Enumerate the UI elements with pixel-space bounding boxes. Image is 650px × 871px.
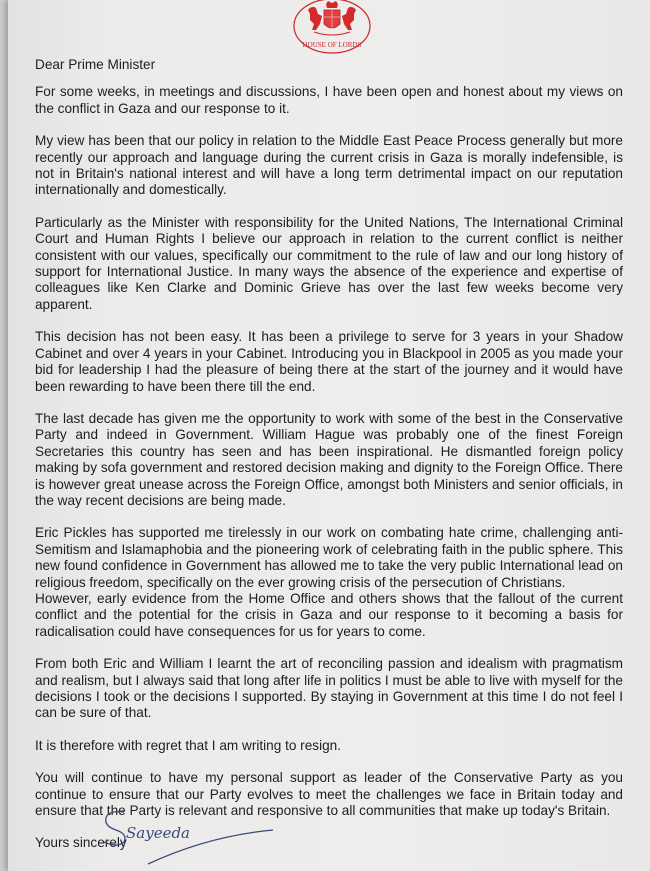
paragraph: From both Eric and William I learnt the art of reconciling passion and idealism with pragmatism and realism, but I always said that long after life in politics I must be able to live with myself for the decisions I took or the decisions I supported. By staying in Government at this time I do not feel I can be sure of that. (35, 656, 623, 721)
paragraph: Eric Pickles has supported me tirelessly in our work on combating hate crime, challenging anti-Semitism and Islamaphobia and the pioneering work of celebrating faith in the public sphere. This new found confidence in Government has allowed me to take the very public International lead on religious freedom, specifically on the ever growing crisis of the persecution of Christians. (35, 525, 623, 590)
paragraph: My view has been that our policy in relation to the Middle East Peace Process generally but more recently our approach and language during the current crisis in Gaza is morally indefensible, is not in Britain's national interest and will have a long term detrimental impact on our reputation internationally and domestically. (35, 133, 623, 198)
closing: Yours sincerely (35, 835, 127, 851)
paragraph: It is therefore with regret that I am writing to resign. (35, 737, 341, 753)
paragraph: For some weeks, in meetings and discussions, I have been open and honest about my views on the conflict in Gaza and our response to it. (35, 84, 623, 116)
paragraph: Particularly as the Minister with responsibility for the United Nations, The International Criminal Court and Human Rights I believe our approach in relation to the current conflict is neither consistent with our values, specifically our commitment to the rule of law and our long history of support for International Justice. In many ways the absence of the experience and expertise of colleagues like Ken Clarke and Dominic Grieve has over the last few weeks become very apparent. (35, 214, 623, 312)
paragraph: The last decade has given me the opportunity to work with some of the best in the Conservative Party and indeed in Government. William Hague was probably one of the finest Foreign Secretaries this country has seen and has been inspirational. He dismantled foreign policy making by sofa government and restored decision making and dignity to the Foreign Office. There is however great unease across the Foreign Office, amongst both Ministers and senior officials, in the way recent decisions are being made. (35, 410, 623, 508)
paragraph: However, early evidence from the Home Office and others shows that the fallout of the current conflict and the potential for the crisis in Gaza and our response to it becoming a basis for radicalisation could have consequences for us for years to come. (35, 590, 623, 639)
paragraph: This decision has not been easy. It has been a privilege to serve for 3 years in your Shadow Cabinet and over 4 years in your Cabinet. Introducing you in Blackpool in 2005 as you made your bid for leadership I had the pleasure of being there at the start of the journey and it would have been rewarding to have been there till the end. (35, 329, 623, 394)
svg-text:Sayeeda: Sayeeda (126, 824, 190, 842)
signature (98, 806, 288, 866)
letter-body (35, 57, 623, 852)
paragraph: You will continue to have my personal support as leader of the Conservative Party as you continue to ensure that our Party evolves to meet the challenges we face in Britain today and ensure that the Party is relevant and responsive to all communities that make up today's Britain. (35, 770, 623, 819)
letter-page (8, 0, 650, 871)
svg-text:HOUSE OF LORDS: HOUSE OF LORDS (302, 41, 362, 49)
salutation: Dear Prime Minister (35, 57, 156, 72)
house-of-lords-crest-icon (288, 0, 376, 62)
